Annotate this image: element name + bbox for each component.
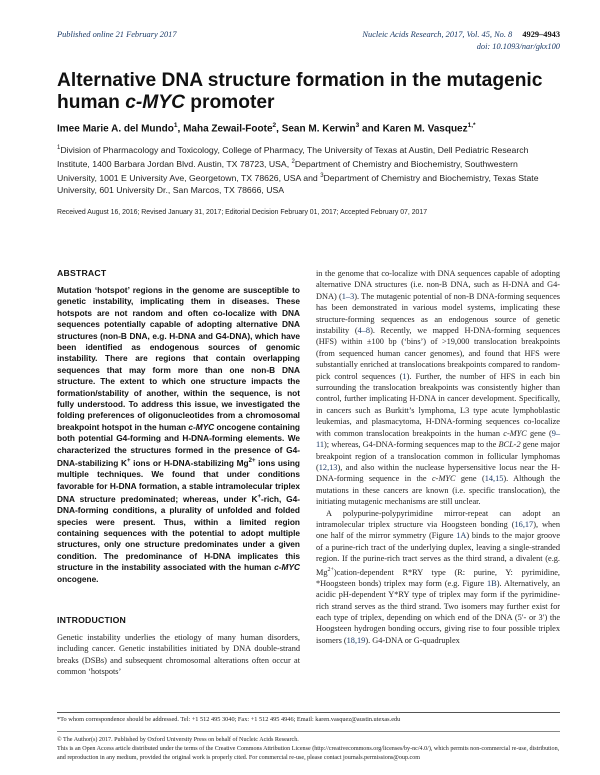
body-text: ). Although the mutations in these cancers are known (i.e. specific translocation), the initiating mutagenic mechanisms are still unclear. <box>316 474 560 507</box>
correspondence-footnote: *To whom correspondence should be addressed. Tel: +1 512 495 3040; Fax: +1 512 495 4946; Email: karen.vasquez@austin.utexas.edu <box>57 716 401 723</box>
figure-link[interactable]: 1A <box>456 531 467 541</box>
body-text: ), when one half of the mirror symmetry (Figure <box>316 519 560 541</box>
reference-link[interactable]: 12,13 <box>318 462 338 472</box>
author-list <box>57 122 557 134</box>
body-text: ). Recently, we mapped H-DNA-forming sequences (HFS) within ±100 bp (‘bins’) of >19,000 translocation breakpoints (from sequenced human cancer genomes), and found that HFS were substantially enriched at translocations breakpoints compared to random-pick control sequences ( <box>316 326 560 381</box>
license-text: This is an Open Access article distributed under the terms of the Creative Commons Attribution License (http://creativecommons.org/licenses/by-nc/4.0/), which permits non-commercial re-use, distribution, and reproduction in any medium, provided the original work is properly cited. For commercial re-use, please contact journals.permissions@oup.com <box>57 746 560 761</box>
title-text-b: promoter <box>184 92 275 113</box>
journal-citation <box>362 30 560 39</box>
body-text: gene major breakpoint region of a translocation common in follicular lymphomas ( <box>316 440 560 472</box>
ion-charge: + <box>257 494 261 501</box>
affil-sup-3: 3 <box>320 172 324 179</box>
ion-charge: 2+ <box>327 566 334 573</box>
author-2-sup: 2 <box>272 122 277 129</box>
ion-charge: + <box>126 458 131 465</box>
affil-1: Division of Pharmacology and Toxicology, College of Pharmacy, The University of Texas at Austin, Dell Pediatric Research Institute, 1400 Barbara Jordan Blvd. Austin, TX 78723, USA, <box>57 144 529 169</box>
abstract-text: Mutation ‘hotspot’ regions in the genome are susceptible to genetic instability, implicating them in diseases. These hotspots are not random and often co-localize with DNA sequences potentially capable of adopting alternative DNA structures (non-B DNA, e.g. H-DNA and G4-DNA), which have been identified as endogenous sources of genomic instability. There are regions that contain overlapping sequences that may form more than one non-B DNA structure. The extent to which one structure impacts the formation/stability of another, within the sequence, is not fully understood. To address this issue, we investigated the folding preferences of oligonucleotides from a chromosomal breakpoint hotspot in the human <box>57 285 300 432</box>
page-range: 4929–4943 <box>522 30 560 39</box>
author-3: Sean M. Kerwin <box>281 123 356 135</box>
affil-2: Department of Chemistry and Biochemistry, Southwestern University, 1001 E University Ave, Georgetown, TX 78626, USA and <box>57 158 518 183</box>
body-text: ), and also within the nuclease hypersensitive locus near the H-DNA-forming sequence in the <box>316 462 560 484</box>
author-4-sup: 1,* <box>467 122 476 129</box>
right-column-body <box>316 268 560 646</box>
title-line-2 <box>57 92 557 114</box>
article-title <box>57 70 557 114</box>
body-text: ). Alternatively, an acidic pH-dependent Y*RY type of triplex may form if the pyrimidine-rich strand serves as the third strand. Two isomers may further exist for each type of triplex, depending on which end of the DNA (5′- or 3′) the Hoogsteen hydrogen bonding occurs, giving rise to four possible triplex isomers ( <box>316 578 561 645</box>
gene-name: c-MYC <box>503 428 527 438</box>
abstract-text: oncogene containing both potential G4-forming and H-DNA-forming elements. We characterized the structures formed in the presence of G4-DNA-stabilizing K <box>57 421 300 468</box>
abstract-text: ions using multiple techniques. We found that under conditions favorable for H-DNA formation, a stable intramolecular triplex DNA structure predominated; whereas, under K <box>57 457 300 504</box>
body-text: ). The mutagenic potential of non-B DNA-forming sequences has been demonstrated in various model systems, implicating these structure-forming sequences as an endogenous source of genetic instability ( <box>316 291 560 336</box>
body-text: )cation-dependent R*RY type (R: purine, Y: pyrimidine, *Hoogsteen bonds) triplex may form (e.g. Figure <box>316 567 560 588</box>
published-date: Published online 21 February 2017 <box>57 30 177 39</box>
author-2: Maha Zewail-Foote <box>183 123 273 135</box>
body-text: ). Further, the number of HFS in each bin surrounding the translocation breakpoints was consistently higher than control, further implicating H-DNA in cancer development. Specifically, in cancers such as Burkitt’s lymphoma, L3 type acute lymphoblastic leukemias, and plasmacytoma, H-DNA-forming sequences co-localize with common translocation breakpoints in the human <box>316 371 561 438</box>
title-gene: c-MYC <box>125 92 185 113</box>
title-text-a: human <box>57 92 126 113</box>
author-1: Imee Marie A. del Mundo <box>57 123 174 135</box>
author-3-sup: 3 <box>355 122 360 129</box>
ion-charge: 2+ <box>248 458 256 465</box>
reference-link[interactable]: 4–8 <box>357 326 371 336</box>
gene-name: c-MYC <box>188 421 215 432</box>
gene-name: c-MYC <box>432 474 456 484</box>
paragraph-2 <box>316 508 560 647</box>
reference-link[interactable]: 14,15 <box>484 474 504 484</box>
body-text: ). G4-DNA or G-quadruplex <box>365 635 460 645</box>
paragraph-1 <box>316 268 560 508</box>
affil-sup-2: 2 <box>291 158 295 165</box>
reference-link[interactable]: 1–3 <box>341 291 355 301</box>
abstract-text: -rich, G4-DNA-forming conditions, a plurality of unfolded and folded species were present. Thus, within a limited region containing sequences with the potential to adopt multiple structures, only one structure predominates under a given condition. The predominance of H-DNA implicates this structure in the instability associated with the human <box>57 493 301 573</box>
author-1-sup: 1 <box>173 122 178 129</box>
reference-link[interactable]: 16,17 <box>514 519 534 529</box>
figure-link[interactable]: 1B <box>487 578 497 588</box>
affil-sup-1: 1 <box>57 145 61 151</box>
body-text: gene ( <box>526 428 552 438</box>
abstract-heading: ABSTRACT <box>57 268 107 278</box>
title-line-1: Alternative DNA structure formation in the mutagenic <box>57 70 543 91</box>
body-text: gene ( <box>455 474 485 484</box>
body-text: ) binds to the major groove of a purine-rich tract of the underlying duplex, leaving a single-stranded region. If the purine-rich tract serves as the third strand, a divalent (e.g. Mg <box>316 531 560 577</box>
doi: doi: 10.1093/nar/gkx100 <box>476 42 560 51</box>
abstract-body <box>57 285 300 585</box>
license-block <box>57 736 560 763</box>
abstract-text: ions or H-DNA-stabilizing Mg <box>130 457 249 468</box>
body-text: ); whereas, G4-DNA-forming sequences map to the <box>324 440 499 450</box>
footnote-rule <box>57 712 560 713</box>
body-text: A polypurine-polypyrimidine mirror-repeat can adopt an intramolecular triplex structure via Hoogsteen bonding ( <box>316 508 560 529</box>
received-dates: Received August 16, 2016; Revised January 31, 2017; Editorial Decision February 01, 2017; Accepted February 07, 2017 <box>57 209 428 216</box>
reference-link[interactable]: 1 <box>402 371 407 381</box>
journal-name: Nucleic Acids Research, 2017, Vol. 45, No. 8 <box>362 30 513 39</box>
author-sep: and <box>359 123 383 135</box>
gene-name: c-MYC <box>274 562 300 573</box>
affiliations <box>57 142 557 196</box>
author-sep: , <box>177 123 184 135</box>
introduction-body: Genetic instability underlies the etiology of many human disorders, including cancer. Genetic instabilities initiated by DNA double-strand breaks (DSBs) and subsequent chromosomal alterations often occur at common ‘hotspots’ <box>57 633 300 677</box>
abstract-text: oncogene. <box>57 573 99 584</box>
gene-name: BCL-2 <box>498 440 521 450</box>
author-sep: , <box>276 123 282 135</box>
reference-link[interactable]: 18,19 <box>346 635 366 645</box>
affil-3: Department of Chemistry and Biochemistry, Texas State University, 601 University Dr., San Marcos, TX 78666, USA <box>57 172 539 195</box>
copyright-line: © The Author(s) 2017. Published by Oxford University Press on behalf of Nucleic Acids Research. <box>57 737 299 743</box>
body-text: in the genome that co-localize with DNA sequences capable of adopting alternative DNA structures (i.e. non-B DNA, such as H-DNA and G4-DNA) ( <box>316 269 560 301</box>
author-4: Karen M. Vasquez <box>382 123 468 135</box>
introduction-heading: INTRODUCTION <box>57 615 126 625</box>
reference-link[interactable]: 9–11 <box>316 428 560 450</box>
